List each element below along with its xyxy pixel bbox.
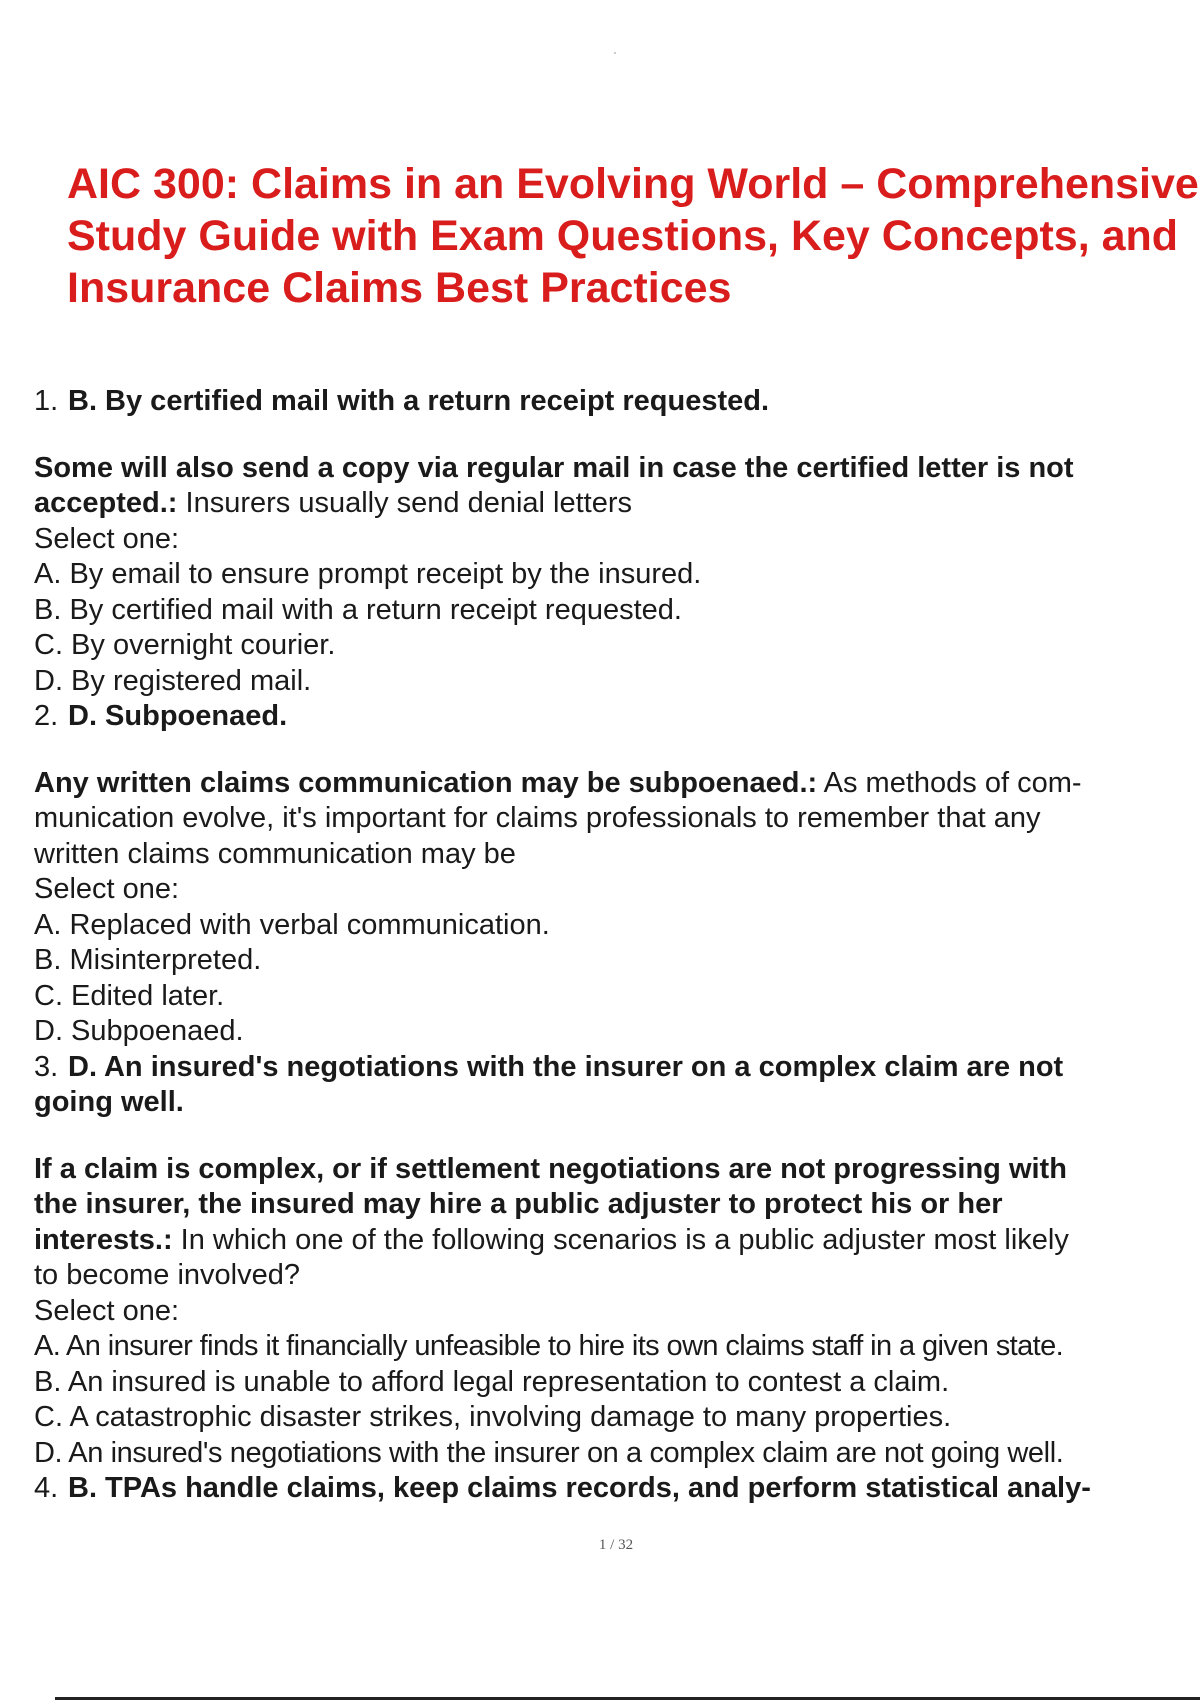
question-number: 2.	[34, 700, 59, 732]
rationale-line: interests.:	[34, 1223, 173, 1256]
rationale-line: Any written claims communication may be subpoenaed.:	[34, 766, 818, 799]
rationale-line: If a claim is complex, or if settlement negotiations are not progressing with	[34, 1152, 1067, 1185]
rationale-line: the insurer, the insured may hire a public adjuster to protect his or her	[34, 1188, 1003, 1220]
option-a: A. By email to ensure prompt receipt by the insured.	[34, 558, 702, 590]
title-line-3: Insurance Claims Best Practices	[67, 264, 732, 312]
option-c: C. By overnight courier.	[34, 629, 336, 661]
question-text: In which one of the following scenarios is a public adjuster most likely	[180, 1223, 1069, 1256]
question-number: 1.	[34, 385, 59, 417]
answer-text: going well.	[34, 1086, 184, 1118]
option-b: B. Misinterpreted.	[34, 944, 262, 976]
question-2	[34, 699, 1200, 1050]
question-4	[34, 1471, 1200, 1507]
option-b: B. By certified mail with a return receipt requested.	[34, 593, 682, 626]
question-list	[34, 384, 1200, 1507]
answer-text: D. An insured's negotiations with the insurer on a complex claim are not	[68, 1050, 1064, 1083]
option-c: C. Edited later.	[34, 979, 225, 1012]
answer-text: D. Subpoenaed.	[68, 700, 288, 732]
option-b: B. An insured is unable to afford legal representation to contest a claim.	[34, 1365, 950, 1398]
question-text: to become involved?	[34, 1259, 300, 1291]
answer-text: B. TPAs handle claims, keep claims records, and perform statistical analy-	[68, 1472, 1091, 1504]
question-text: As methods of com-	[823, 766, 1082, 799]
rationale-line: Some will also send a copy via regular mail in case the certified letter is not	[34, 451, 1074, 484]
question-text: written claims communication may be	[34, 837, 516, 870]
option-a: A. An insurer finds it financially unfeasible to hire its own claims staff in a given state.	[34, 1330, 1064, 1362]
question-1	[34, 384, 1200, 699]
question-number: 3.	[34, 1050, 59, 1083]
page-number: 1 / 32	[598, 1537, 634, 1553]
title-line-2: Study Guide with Exam Questions, Key Concepts, and	[67, 212, 1179, 260]
question-number: 4.	[34, 1472, 59, 1504]
question-text: Insurers usually send denial letters	[185, 487, 633, 519]
option-d: D. An insured's negotiations with the insurer on a complex claim are not going well.	[34, 1436, 1064, 1469]
question-text: munication evolve, it's important for claims professionals to remember that any	[34, 802, 1041, 834]
select-prompt: Select one:	[34, 873, 180, 905]
answer-text: B. By certified mail with a return receipt requested.	[68, 385, 770, 417]
title-line-1: AIC 300: Claims in an Evolving World – Comprehensive	[67, 160, 1199, 208]
rationale-line: accepted.:	[34, 487, 178, 519]
option-d: D. Subpoenaed.	[34, 1015, 244, 1047]
option-c: C. A catastrophic disaster strikes, involving damage to many properties.	[34, 1401, 952, 1433]
option-d: D. By registered mail.	[34, 664, 312, 697]
select-prompt: Select one:	[34, 522, 180, 555]
select-prompt: Select one:	[34, 1294, 180, 1327]
page-title	[67, 158, 1200, 314]
option-a: A. Replaced with verbal communication.	[34, 908, 550, 941]
scan-mark	[614, 52, 616, 54]
question-3	[34, 1050, 1200, 1472]
